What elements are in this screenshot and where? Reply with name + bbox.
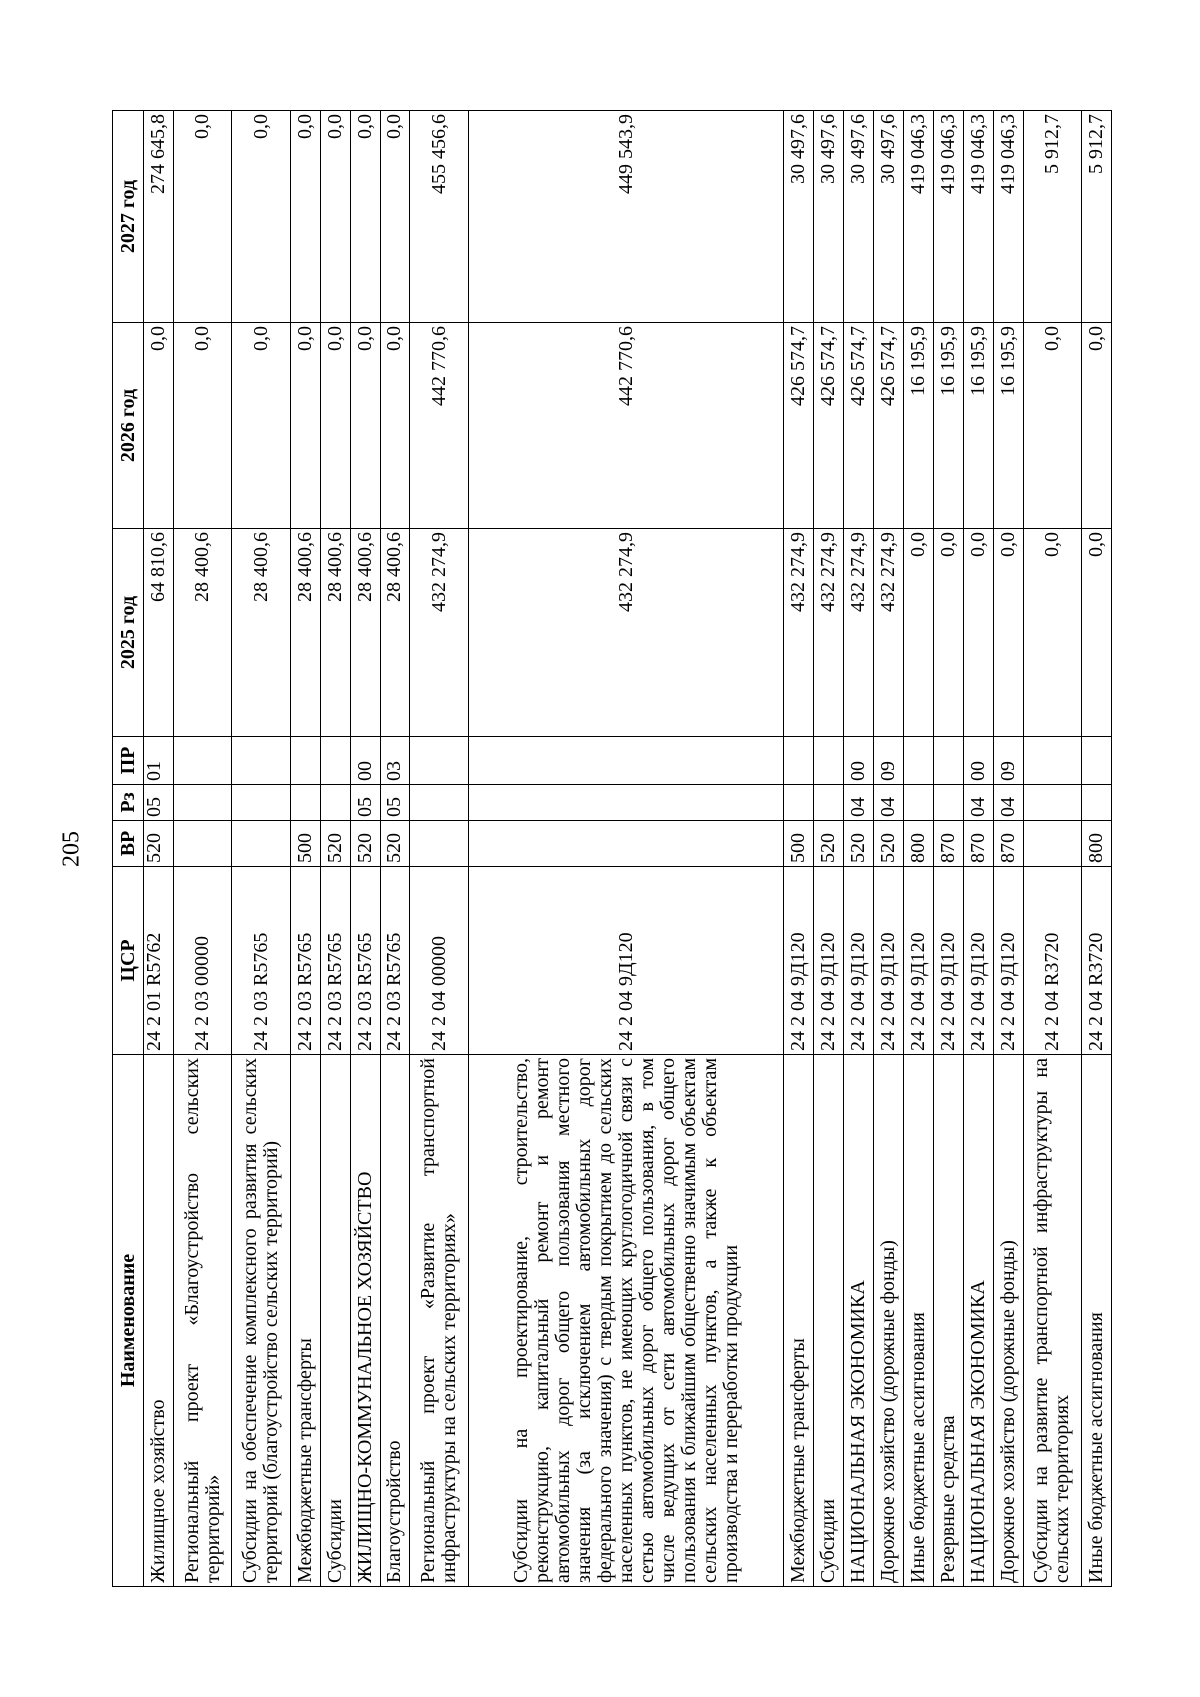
row-vr — [410, 821, 468, 867]
row-vr: 520 — [874, 821, 904, 867]
header-csr: ЦСР — [113, 867, 144, 1055]
table-row — [874, 111, 904, 1587]
row-2025: 0,0 — [1082, 529, 1112, 737]
row-pr — [1023, 737, 1081, 785]
table-row — [903, 111, 933, 1587]
row-pr: 09 — [993, 737, 1023, 785]
row-2027: 30 497,6 — [874, 111, 904, 323]
table-header-row — [113, 111, 144, 1587]
row-2027: 419 046,3 — [993, 111, 1023, 323]
row-2027: 30 497,6 — [844, 111, 874, 323]
table-row — [350, 111, 380, 1587]
row-vr: 800 — [1082, 821, 1112, 867]
row-vr — [1023, 821, 1081, 867]
row-2025: 432 274,9 — [874, 529, 904, 737]
row-2025: 432 274,9 — [410, 529, 468, 737]
row-csr: 24 2 04 9Д120 — [903, 867, 933, 1055]
row-2025: 28 400,6 — [232, 529, 290, 737]
row-name: Межбюджетные трансферты — [290, 1055, 320, 1587]
row-vr: 870 — [963, 821, 993, 867]
row-rz — [468, 785, 783, 821]
row-csr: 24 2 04 9Д120 — [468, 867, 783, 1055]
row-name: Жилищное хозяйство — [144, 1055, 174, 1587]
row-pr — [903, 737, 933, 785]
row-vr — [173, 821, 231, 867]
table-row — [1023, 111, 1081, 1587]
row-name: Резервные средства — [933, 1055, 963, 1587]
row-2025: 28 400,6 — [173, 529, 231, 737]
table-row — [410, 111, 468, 1587]
table-row — [814, 111, 844, 1587]
row-pr — [1082, 737, 1112, 785]
table-row — [173, 111, 231, 1587]
row-2025: 64 810,6 — [144, 529, 174, 737]
row-pr: 09 — [874, 737, 904, 785]
table-row — [963, 111, 993, 1587]
row-rz — [410, 785, 468, 821]
row-name: НАЦИОНАЛЬНАЯ ЭКОНОМИКА — [963, 1055, 993, 1587]
row-csr: 24 2 01 R5762 — [144, 867, 174, 1055]
row-2025: 28 400,6 — [290, 529, 320, 737]
row-csr: 24 2 04 R3720 — [1082, 867, 1112, 1055]
row-2026: 426 574,7 — [784, 323, 814, 529]
row-rz — [933, 785, 963, 821]
table-row — [320, 111, 350, 1587]
row-name: Дорожное хозяйство (дорожные фонды) — [874, 1055, 904, 1587]
row-rz — [290, 785, 320, 821]
row-vr: 520 — [144, 821, 174, 867]
row-2025: 28 400,6 — [320, 529, 350, 737]
row-vr: 500 — [784, 821, 814, 867]
row-csr: 24 2 04 9Д120 — [963, 867, 993, 1055]
row-rz: 05 — [144, 785, 174, 821]
row-2025: 432 274,9 — [468, 529, 783, 737]
row-name: Межбюджетные трансферты — [784, 1055, 814, 1587]
row-vr: 800 — [903, 821, 933, 867]
row-2027: 455 456,6 — [410, 111, 468, 323]
row-pr — [232, 737, 290, 785]
row-rz: 04 — [844, 785, 874, 821]
row-rz — [173, 785, 231, 821]
row-vr: 520 — [350, 821, 380, 867]
row-name: Субсидии — [814, 1055, 844, 1587]
row-vr: 520 — [380, 821, 410, 867]
row-csr: 24 2 04 9Д120 — [844, 867, 874, 1055]
table-row — [1082, 111, 1112, 1587]
row-rz — [232, 785, 290, 821]
row-2025: 432 274,9 — [814, 529, 844, 737]
table-row — [933, 111, 963, 1587]
row-2027: 419 046,3 — [933, 111, 963, 323]
table-row — [232, 111, 290, 1587]
row-2027: 419 046,3 — [963, 111, 993, 323]
row-2026: 0,0 — [380, 323, 410, 529]
row-rz — [1023, 785, 1081, 821]
row-name: Субсидии — [320, 1055, 350, 1587]
row-rz: 04 — [874, 785, 904, 821]
table-row — [380, 111, 410, 1587]
row-pr: 00 — [350, 737, 380, 785]
row-name: Благоустройство — [380, 1055, 410, 1587]
row-2026: 0,0 — [290, 323, 320, 529]
row-pr — [468, 737, 783, 785]
row-2025: 28 400,6 — [350, 529, 380, 737]
row-2027: 30 497,6 — [784, 111, 814, 323]
row-name: НАЦИОНАЛЬНАЯ ЭКОНОМИКА — [844, 1055, 874, 1587]
row-2026: 442 770,6 — [410, 323, 468, 529]
row-rz: 05 — [350, 785, 380, 821]
table-row — [468, 111, 783, 1587]
row-name: Региональный проект «Благоустройство сельских территорий» — [173, 1055, 231, 1587]
row-name: ЖИЛИЩНО-КОММУНАЛЬНОЕ ХОЗЯЙСТВО — [350, 1055, 380, 1587]
row-name: Субсидии на обеспечение комплексного развития сельских территорий (благоустройство сельских территорий) — [232, 1055, 290, 1587]
row-rz: 04 — [963, 785, 993, 821]
row-2026: 0,0 — [144, 323, 174, 529]
header-vr: ВР — [113, 821, 144, 867]
row-vr — [232, 821, 290, 867]
row-name: Субсидии на развитие транспортной инфраструктуры на сельских территориях — [1023, 1055, 1081, 1587]
row-2025: 0,0 — [1023, 529, 1081, 737]
row-2027: 0,0 — [320, 111, 350, 323]
row-2027: 30 497,6 — [814, 111, 844, 323]
row-pr: 03 — [380, 737, 410, 785]
row-2026: 16 195,9 — [933, 323, 963, 529]
row-csr: 24 2 03 R5765 — [350, 867, 380, 1055]
budget-table-container — [112, 111, 1112, 1587]
row-2027: 419 046,3 — [903, 111, 933, 323]
row-rz — [320, 785, 350, 821]
row-csr: 24 2 03 00000 — [173, 867, 231, 1055]
header-2026: 2026 год — [113, 323, 144, 529]
table-row — [844, 111, 874, 1587]
row-2026: 426 574,7 — [844, 323, 874, 529]
row-2026: 0,0 — [173, 323, 231, 529]
row-vr: 870 — [933, 821, 963, 867]
row-vr: 520 — [844, 821, 874, 867]
table-row — [993, 111, 1023, 1587]
row-pr — [290, 737, 320, 785]
page-number: 205 — [58, 831, 85, 867]
row-csr: 24 2 04 9Д120 — [784, 867, 814, 1055]
row-2026: 16 195,9 — [963, 323, 993, 529]
row-pr — [814, 737, 844, 785]
row-2026: 0,0 — [1082, 323, 1112, 529]
row-2027: 274 645,8 — [144, 111, 174, 323]
row-2026: 426 574,7 — [874, 323, 904, 529]
row-2027: 5 912,7 — [1082, 111, 1112, 323]
row-2027: 449 543,9 — [468, 111, 783, 323]
row-csr: 24 2 03 R5765 — [320, 867, 350, 1055]
row-2025: 432 274,9 — [844, 529, 874, 737]
row-name: Иные бюджетные ассигнования — [1082, 1055, 1112, 1587]
row-rz — [784, 785, 814, 821]
row-pr — [784, 737, 814, 785]
row-2027: 0,0 — [173, 111, 231, 323]
row-vr: 500 — [290, 821, 320, 867]
row-vr: 520 — [320, 821, 350, 867]
row-pr: 01 — [144, 737, 174, 785]
header-name: Наименование — [113, 1055, 144, 1587]
row-rz: 05 — [380, 785, 410, 821]
row-2026: 0,0 — [350, 323, 380, 529]
row-2026: 0,0 — [232, 323, 290, 529]
row-2025: 0,0 — [993, 529, 1023, 737]
row-2025: 0,0 — [933, 529, 963, 737]
row-2027: 0,0 — [350, 111, 380, 323]
row-pr: 00 — [963, 737, 993, 785]
row-csr: 24 2 04 9Д120 — [933, 867, 963, 1055]
row-2026: 16 195,9 — [903, 323, 933, 529]
row-name: Региональный проект «Развитие транспортной инфраструктуры на сельских территориях» — [410, 1055, 468, 1587]
row-name: Субсидии на проектирование, строительство, реконструкцию, капитальный ремонт и ремонт автомобильных дорог общего пользования местного значения (за исключением автомобильных дорог федерального значения) с твердым покрытием до сельских населенных пунктов, не имеющих круглогодичной связи с сетью автомобильных дорог общего пользования, в том числе ведущих от сети автомобильных дорог общего пользования к ближайшим общественно значимым объектам сельских населенных пунктов, а также к объектам производства и переработки продукции — [468, 1055, 783, 1587]
row-2025: 0,0 — [963, 529, 993, 737]
row-csr: 24 2 04 9Д120 — [814, 867, 844, 1055]
header-pr: ПР — [113, 737, 144, 785]
row-pr — [410, 737, 468, 785]
row-csr: 24 2 03 R5765 — [290, 867, 320, 1055]
row-csr: 24 2 04 00000 — [410, 867, 468, 1055]
row-2025: 432 274,9 — [784, 529, 814, 737]
row-rz — [814, 785, 844, 821]
row-pr: 00 — [844, 737, 874, 785]
row-vr: 870 — [993, 821, 1023, 867]
header-2027: 2027 год — [113, 111, 144, 323]
row-pr — [933, 737, 963, 785]
header-2025: 2025 год — [113, 529, 144, 737]
row-2025: 28 400,6 — [380, 529, 410, 737]
row-csr: 24 2 04 9Д120 — [874, 867, 904, 1055]
row-vr — [468, 821, 783, 867]
row-2027: 5 912,7 — [1023, 111, 1081, 323]
row-rz — [1082, 785, 1112, 821]
header-rz: Рз — [113, 785, 144, 821]
row-pr — [173, 737, 231, 785]
table-row — [290, 111, 320, 1587]
row-pr — [320, 737, 350, 785]
row-rz: 04 — [993, 785, 1023, 821]
row-rz — [903, 785, 933, 821]
row-2026: 16 195,9 — [993, 323, 1023, 529]
budget-table — [112, 110, 1112, 1587]
row-csr: 24 2 04 9Д120 — [993, 867, 1023, 1055]
row-vr: 520 — [814, 821, 844, 867]
row-2026: 426 574,7 — [814, 323, 844, 529]
row-2026: 442 770,6 — [468, 323, 783, 529]
row-name: Иные бюджетные ассигнования — [903, 1055, 933, 1587]
row-2027: 0,0 — [380, 111, 410, 323]
row-2026: 0,0 — [1023, 323, 1081, 529]
row-2027: 0,0 — [232, 111, 290, 323]
row-csr: 24 2 03 R5765 — [380, 867, 410, 1055]
row-name: Дорожное хозяйство (дорожные фонды) — [993, 1055, 1023, 1587]
row-2025: 0,0 — [903, 529, 933, 737]
table-row — [144, 111, 174, 1587]
row-csr: 24 2 04 R3720 — [1023, 867, 1081, 1055]
row-2027: 0,0 — [290, 111, 320, 323]
table-row — [784, 111, 814, 1587]
row-2026: 0,0 — [320, 323, 350, 529]
row-csr: 24 2 03 R5765 — [232, 867, 290, 1055]
